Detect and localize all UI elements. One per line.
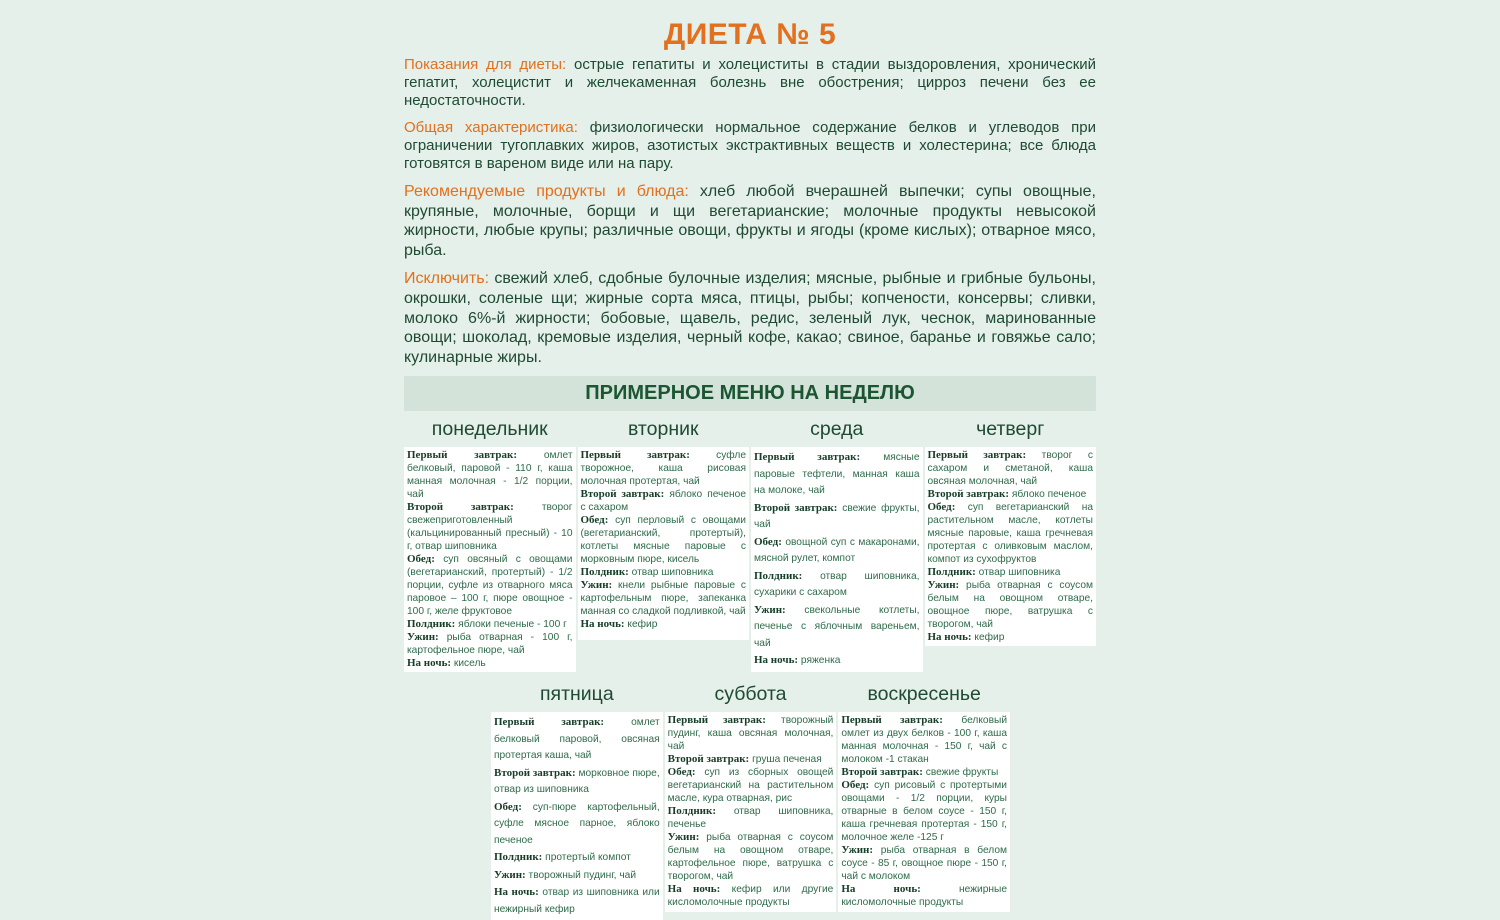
meal-entry (581, 488, 747, 514)
meal-text: кисель (453, 658, 486, 670)
meal-text: суп-пюре картофельный, суфле мясное парное, яблоко печеное (494, 801, 660, 846)
section-characteristics (404, 119, 1096, 173)
meal-entry (841, 883, 1007, 909)
meal-label: Первый завтрак: (927, 449, 1027, 462)
meal-text: груша печеная (752, 754, 822, 766)
meal-entry (754, 534, 920, 568)
meal-label: Первый завтрак: (841, 714, 943, 727)
section-indications (404, 56, 1096, 110)
meal-label: Ужин: (754, 603, 786, 616)
meal-entry (928, 566, 1094, 579)
meal-entry (581, 514, 747, 566)
day-label-wednesday: среда (810, 418, 864, 441)
meal-label: Первый завтрак: (667, 714, 766, 727)
diet-page (404, 0, 1096, 920)
meal-label: Обед: (580, 514, 609, 527)
menu-row-weekend (491, 672, 1010, 920)
meal-entry (754, 652, 920, 670)
meal-label: Второй завтрак: (754, 501, 838, 514)
day-column-saturday (665, 672, 837, 920)
day-column-sunday (838, 672, 1010, 920)
meal-text: яблоко печеное с сахаром (580, 489, 746, 514)
weekly-menu-heading: ПРИМЕРНОЕ МЕНЮ НА НЕДЕЛЮ (404, 376, 1096, 411)
section-text: хлеб любой вчерашней выпечки; супы овощные, крупяные, молочные, борщи и щи вегетарианские; молочные продукты невысокой жирности, любые крупы; различные овощи, фрукты и ягоды (кроме кислых); отварное мясо, рыба. (404, 183, 1097, 259)
meal-label: Ужин: (841, 844, 874, 857)
meal-text: отвар шиповника (978, 567, 1061, 579)
meal-entry (754, 500, 920, 534)
day-card-thursday (925, 447, 1097, 646)
section-label: Показания для диеты: (404, 56, 567, 73)
meal-text: овощной суп с макаронами, мясной рулет, компот (754, 536, 920, 565)
meal-text: кефир (627, 619, 658, 631)
meal-entry (668, 753, 834, 766)
meal-text: морковное пюре, отвар из шиповника (494, 767, 660, 796)
meal-text: кнели рыбные паровые с картофельным пюре, запеканка манная со сладкой подливкой, чай (580, 580, 746, 618)
meal-text: суп овсяный с овощами (вегетарианский, протертый) - 1/2 порции, суфле из отварного мяса паровое – 100 г, пюре овощное - 100 г, желе фруктовое (407, 554, 573, 618)
meal-text: протертый компот (545, 852, 631, 864)
meal-entry (581, 618, 747, 631)
meal-text: ряженка (800, 655, 841, 667)
meal-text: свежие фрукты (925, 767, 999, 779)
meal-text: отвар шиповника (631, 567, 714, 579)
day-card-friday (491, 712, 663, 920)
day-card-tuesday (578, 447, 750, 640)
meal-entry (494, 867, 660, 885)
meal-text: кефир или другие кисломолочные продукты (667, 884, 834, 909)
meal-text: суп рисовый с протертыми овощами - 1/2 порции, куры отварные в белом соусе - 150 г, каша гречневая протертая - 150 г, молочное желе -125 г (841, 780, 1008, 844)
day-card-sunday (838, 712, 1010, 912)
meal-entry (928, 579, 1094, 631)
meal-entry (841, 844, 1007, 883)
meal-entry (407, 553, 573, 618)
section-text: острые гепатиты и холециститы в стадии выздоровления, хронический гепатит, холецистит и желчекаменная болезнь вне обострения; цирроз печени без ее недостаточности. (404, 56, 1097, 109)
meal-label: Полдник: (667, 805, 716, 818)
meal-entry (407, 657, 573, 670)
page-title: ДИЕТА № 5 (663, 18, 837, 51)
meal-label: Ужин: (580, 579, 613, 592)
section-label: Рекомендуемые продукты и блюда: (404, 183, 689, 200)
meal-label: Второй завтрак: (580, 488, 665, 501)
meal-text: творожный пудинг, каша овсяная молочная, чай (667, 715, 834, 753)
day-column-tuesday (578, 411, 750, 672)
meal-label: Первый завтрак: (407, 449, 517, 462)
meal-entry (494, 714, 660, 765)
day-label-thursday: четверг (976, 418, 1045, 441)
section-recommended (404, 182, 1096, 260)
meal-text: яблоко печеное (1011, 489, 1087, 501)
meal-entry (668, 805, 834, 831)
meal-text: нежирные кисломолочные продукты (841, 884, 1008, 909)
meal-text: отвар из шиповника или нежирный кефир (494, 887, 660, 915)
day-column-wednesday (751, 411, 923, 672)
meal-label: Второй завтрак: (407, 501, 514, 514)
meal-text: творог свежеприготовленный (кальцинированный пресный) - 10 г, отвар шиповника (407, 502, 573, 553)
meal-entry (928, 488, 1094, 501)
meal-text: рыба отварная в белом соусе - 85 г, овощное пюре - 150 г, чай с молоком (841, 845, 1008, 883)
meal-text: свекольные котлеты, печенье с яблочным вареньем, чай (754, 604, 920, 649)
meal-entry (494, 799, 660, 850)
meal-entry (407, 631, 573, 657)
day-label-monday: понедельник (431, 418, 548, 441)
meal-label: На ночь: (494, 886, 539, 899)
day-card-wednesday (751, 447, 923, 672)
day-column-friday (491, 672, 663, 920)
meal-text: рыба отварная - 100 г, картофельное пюре, чай (407, 632, 573, 657)
day-column-monday (404, 411, 576, 672)
meal-entry (928, 501, 1094, 566)
meal-label: Полдник: (927, 566, 976, 579)
meal-text: яблоки печеные - 100 г (458, 619, 567, 631)
meal-entry (841, 714, 1007, 766)
meal-text: суп вегетарианский на растительном масле, котлеты мясные паровые, каша гречневая протертая с оливковым маслом, компот из сухофруктов (927, 502, 1093, 566)
meal-label: Полдник: (754, 569, 803, 582)
meal-entry (928, 449, 1094, 488)
meal-label: Обед: (494, 800, 522, 813)
day-label-tuesday: вторник (627, 418, 699, 441)
meal-entry (407, 618, 573, 631)
meal-text: мясные паровые тефтели, манная каша на молоке, чай (754, 452, 920, 497)
meal-label: На ночь: (927, 631, 972, 644)
meal-entry (841, 779, 1007, 844)
meal-label: Второй завтрак: (841, 766, 923, 779)
meal-label: Обед: (927, 501, 956, 514)
meal-entry (754, 449, 920, 500)
meal-label: Полдник: (580, 566, 629, 579)
meal-label: Первый завтрак: (494, 716, 605, 729)
meal-label: Ужин: (407, 631, 439, 644)
meal-entry (841, 766, 1007, 779)
meal-entry (494, 849, 660, 867)
meal-label: Ужин: (667, 831, 700, 844)
meal-label: Первый завтрак: (754, 451, 861, 464)
meal-text: омлет белковый паровой, овсяная протертая каша, чай (494, 717, 660, 762)
meal-label: На ночь: (667, 883, 721, 896)
section-exclude (404, 269, 1096, 367)
meal-label: На ночь: (754, 654, 799, 667)
meal-label: Второй завтрак: (494, 766, 576, 779)
meal-entry (754, 568, 920, 602)
meal-label: Обед: (407, 553, 435, 566)
meal-text: свежие фрукты, чай (754, 502, 920, 531)
meal-label: Обед: (841, 779, 870, 792)
day-label-friday: пятница (539, 683, 614, 706)
meal-label: На ночь: (841, 883, 921, 896)
meal-label: Первый завтрак: (580, 449, 690, 462)
meal-entry (407, 501, 573, 553)
meal-entry (581, 566, 747, 579)
meal-entry (754, 602, 920, 653)
meal-text: рыба отварная с соусом белым на овощном отваре, картофельное пюре, ватрушка с творогом, чай (667, 832, 834, 883)
meal-entry (668, 831, 834, 883)
day-card-monday (404, 447, 576, 672)
meal-label: Полдник: (494, 851, 543, 864)
meal-text: отвар шиповника, печенье (667, 806, 834, 831)
meal-label: Ужин: (494, 868, 526, 881)
meal-entry (668, 766, 834, 805)
meal-text: омлет белковый, паровой - 110 г, каша манная молочная - 1/2 порции, чай (407, 450, 573, 501)
meal-entry (668, 714, 834, 753)
meal-text: рыба отварная с соусом белым на овощном отваре, овощное пюре, ватрушка с творогом, чай (927, 580, 1093, 631)
meal-text: суп перловый с овощами (вегетарианский, протертый), котлеты мясные паровые с морковным пюре, кисель (580, 515, 746, 566)
meal-entry (668, 883, 834, 909)
meal-text: белковый омлет из двух белков - 100 г, каша манная молочная - 150 г, чай с молоком -1 стакан (841, 715, 1008, 766)
section-label: Исключить: (404, 270, 490, 288)
meal-text: творог с сахаром и сметаной, каша овсяная молочная, чай (927, 450, 1093, 488)
meal-entry (928, 631, 1094, 644)
meal-text: суфле творожное, каша рисовая молочная протертая, чай (580, 450, 746, 488)
meal-label: Обед: (754, 535, 782, 548)
meal-label: На ночь: (580, 618, 625, 631)
meal-label: Второй завтрак: (927, 488, 1010, 501)
meal-label: На ночь: (407, 657, 452, 670)
meal-entry (581, 449, 747, 488)
meal-label: Полдник: (407, 618, 456, 631)
meal-entry (407, 449, 573, 501)
meal-label: Обед: (667, 766, 696, 779)
meal-text: творожный пудинг, чай (528, 869, 637, 881)
section-text: физиологически нормальное содержание белков и углеводов при ограничении тугоплавких жиров, азотистых экстрактивных веществ и холестерина; все блюда готовятся в вареном виде или на пару. (404, 119, 1096, 172)
meal-entry (494, 765, 660, 799)
menu-row-weekdays (404, 411, 1096, 672)
day-label-saturday: суббота (714, 683, 787, 706)
meal-entry (581, 579, 747, 618)
meal-text: отвар шиповника, сухарики с сахаром (754, 570, 920, 599)
section-text: свежий хлеб, сдобные булочные изделия; мясные, рыбные и грибные бульоны, окрошки, соленые щи; жирные сорта мяса, птицы, рыбы; копчености, консервы; сливки, молоко 6%-й жирности; бобовые, щавель, редис, зеленый лук, чеснок, маринованные овощи; шоколад, кремовые изделия, черный кофе, какао; свиное, баранье и говяжье сало; кулинарные жиры. (404, 270, 1096, 366)
meal-text: кефир (974, 632, 1005, 644)
day-column-thursday (925, 411, 1097, 672)
meal-label: Ужин: (927, 579, 960, 592)
section-label: Общая характеристика: (404, 119, 578, 136)
meal-label: Второй завтрак: (667, 753, 750, 766)
day-label-sunday: воскресенье (867, 683, 981, 706)
meal-text: суп из сборных овощей вегетарианский на растительном масле, кура отварная, рис (667, 767, 834, 805)
day-card-saturday (665, 712, 837, 912)
meal-entry (494, 884, 660, 918)
